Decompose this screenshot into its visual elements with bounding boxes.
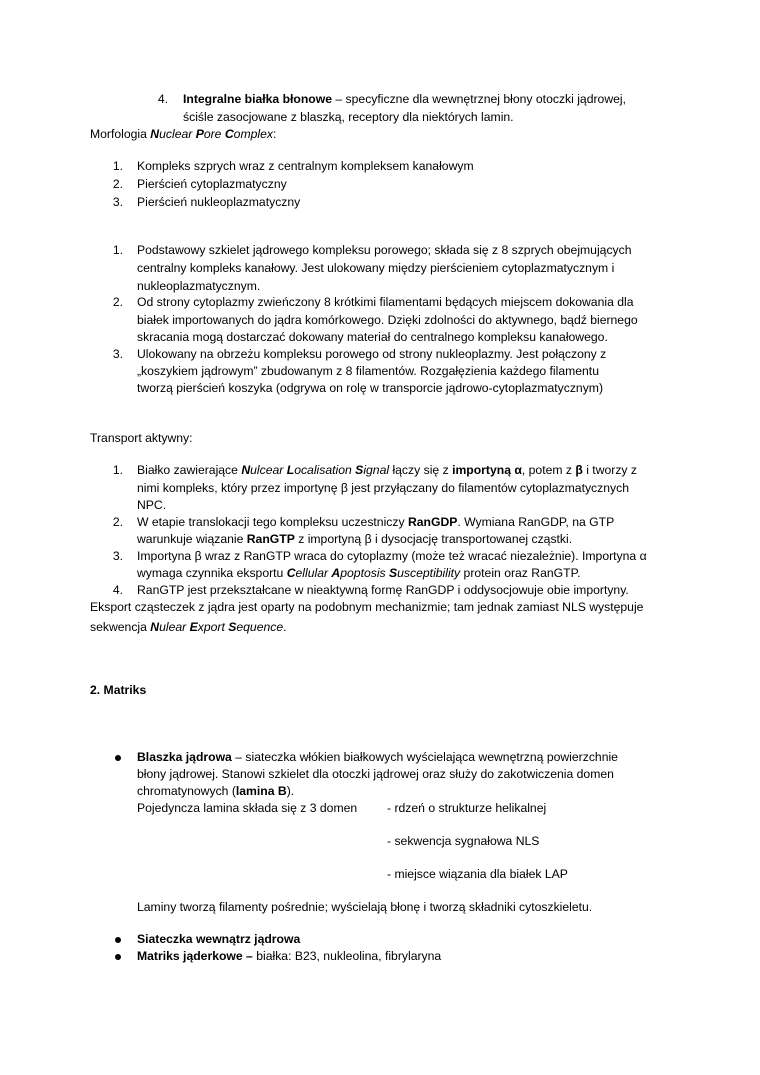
bullet-item: Matriks jąderkowe – białka: B23, nukleolina, fibrylaryna [137, 949, 442, 963]
list-item-line: nukleoplazmatycznym. [137, 279, 261, 293]
list-item-line: Podstawowy szkielet jądrowego kompleksu porowego; składa się z 8 szprych obejmujących [137, 243, 632, 257]
list-item-line: nimi kompleks, który przez importynę β jest przyłączany do filamentów cytoplazmatycznych [137, 481, 629, 495]
bullet-icon [115, 954, 121, 960]
list-item-line: Importyna β wraz z RanGTP wraca do cytoplazmy (może też wracać niezależnie). Importyna α [137, 549, 647, 563]
list-item: Kompleks szprych wraz z centralnym kompleksem kanałowym [137, 159, 474, 173]
list-number: 2. [112, 177, 123, 191]
list-number: 3. [112, 195, 123, 209]
bullet-item-line: błony jądrowej. Stanowi szkielet dla otoczki jądrowej oraz służy do zakotwiczenia domen [137, 767, 614, 781]
list-item-line: tworzą pierścień koszyka (odgrywa on rolę w transporcie jądrowo-cytoplazmatycznym) [137, 381, 604, 395]
list-item-line: ściśle zasocjowane z blaszką, receptory dla niektórych lamin. [183, 110, 514, 124]
term: Blaszka jądrowa [137, 750, 232, 764]
list-number: 1. [112, 159, 123, 173]
list-item-line: Od strony cytoplazmy zwieńczony 8 krótkimi filamentami będących miejscem dokowania dla [137, 295, 634, 309]
list-item: Pierścień nukleoplazmatyczny [137, 195, 301, 209]
list-number: 1. [112, 463, 123, 477]
export-paragraph-line: sekwencja Nulear Export Sequence. [90, 620, 287, 634]
list-number: 1. [112, 243, 123, 257]
export-paragraph-line: Eksport cząsteczek z jądra jest oparty na podobnym mechanizmie; tam jednak zamiast NLS występuje [90, 600, 644, 614]
list-item-line: „koszykiem jądrowym” zbudowanym z 8 filamentów. Rozgałęzienia każdego filamentu [137, 364, 599, 378]
list-number: 4. [112, 583, 123, 597]
list-item-line: wymaga czynnika eksportu Cellular Apoptosis Susceptibility protein oraz RanGTP. [137, 566, 581, 580]
list-item-line: centralny kompleks kanałowy. Jest ulokowany między pierścieniem cytoplazmatycznym i [137, 261, 615, 275]
term: Integralne białka błonowe [183, 92, 332, 106]
list-item-line: Ulokowany na obrzeżu kompleksu porowego od strony nukleoplazmy. Jest połączony z [137, 347, 607, 361]
section-heading: 2. Matriks [90, 683, 147, 697]
list-number: 3. [112, 549, 123, 563]
lamina-domain: - rdzeń o strukturze helikalnej [387, 801, 547, 815]
bullet-icon [115, 937, 121, 943]
lamina-domain: - miejsce wiązania dla białek LAP [387, 867, 568, 881]
list-number: 3. [112, 347, 123, 361]
list-item-line: białek importowanych do jądra komórkowego. Dzięki zdolności do aktywnego, bądź biernego [137, 313, 638, 327]
list-item: Pierścień cytoplazmatyczny [137, 177, 287, 191]
bullet-icon [115, 755, 121, 761]
morphology-heading: Morfologia Nuclear Pore Complex: [90, 127, 277, 141]
list-item-line: Białko zawierające Nulcear Localisation Signal łączy się z importyną α, potem z β i tworzy z [137, 463, 637, 477]
lamina-note: Laminy tworzą filamenty pośrednie; wyścielają błonę i tworzą składniki cytoszkieletu. [137, 900, 593, 914]
list-item-line: NPC. [137, 498, 167, 512]
lamina-domains-intro: Pojedyncza lamina składa się z 3 domen [137, 801, 358, 815]
list-number: 2. [112, 515, 123, 529]
bullet-item-line: Blaszka jądrowa – siateczka włókien białkowych wyścielająca wewnętrzną powierzchnie [137, 750, 618, 764]
lamina-domain: - sekwencja sygnałowa NLS [387, 834, 540, 848]
list-item-line: skracania mogą dostarczać dokowany materiał do centralnego kompleksu kanałowego. [137, 330, 608, 344]
bullet-item: Siateczka wewnątrz jądrowa [137, 932, 301, 946]
list-item-line: RanGTP jest przekształcane w nieaktywną formę RanGDP i oddysocjowuje obie importyny. [137, 583, 629, 597]
list-item-line: warunkuje wiązanie RanGTP z importyną β i dysocjację transportowanej cząstki. [137, 532, 573, 546]
bullet-item-line: chromatynowych (lamina B). [137, 784, 295, 798]
list-item-line: W etapie translokacji tego kompleksu uczestniczy RanGDP. Wymiana RanGDP, na GTP [137, 515, 615, 529]
list-number: 4. [157, 92, 168, 106]
list-item-line: Integralne białka błonowe – specyficzne dla wewnętrznej błony otoczki jądrowej, [183, 92, 626, 106]
transport-heading: Transport aktywny: [90, 431, 193, 445]
list-number: 2. [112, 295, 123, 309]
